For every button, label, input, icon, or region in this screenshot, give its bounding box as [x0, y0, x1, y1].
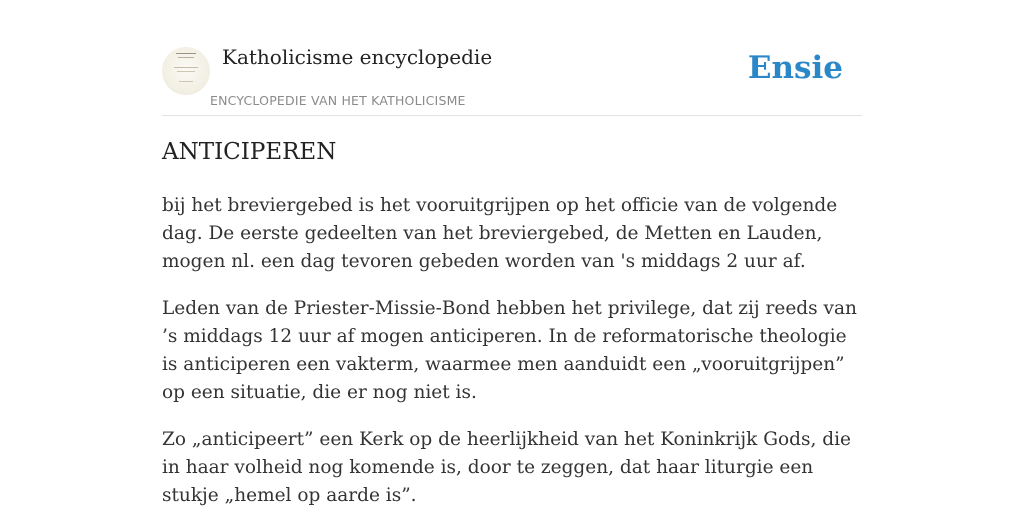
main-container — [162, 0, 862, 506]
entry-title: ANTICIPEREN — [162, 139, 337, 165]
paragraph-2: Leden van de Priester-Missie-Bond hebben het privilege, dat zij reeds van ’s middags 12 uur af mogen anticiperen. In de reformatorische theologie is anticiperen een vakterm, waarmee men aanduidt een „vooruitgrijpen” op een situatie, die er nog niet is. — [162, 298, 857, 403]
paragraph-1: bij het breviergebed is het vooruitgrijpen op het officie van de volgende dag. De eerste gedeelten van het breviergebed, de Metten en Lauden, mogen nl. een dag tevoren gebeden worden van 's middags 2 uur af. — [162, 195, 838, 272]
site-subtitle: ENCYCLOPEDIE VAN HET KATHOLICISME — [210, 93, 466, 108]
site-header — [162, 0, 862, 116]
encyclopedia-logo-icon[interactable] — [162, 47, 210, 95]
ensie-brand-logo[interactable]: Ensie — [747, 50, 843, 86]
site-title-link[interactable]: Katholicisme encyclopedie — [222, 45, 493, 69]
paragraph-3: Zo „anticipeert” een Kerk op de heerlijkheid van het Koninkrijk Gods, die in haar volheid nog komende is, door te zeggen, dat haar liturgie een stukje „hemel op aarde is”. — [162, 429, 851, 506]
entry-content — [162, 192, 862, 512]
